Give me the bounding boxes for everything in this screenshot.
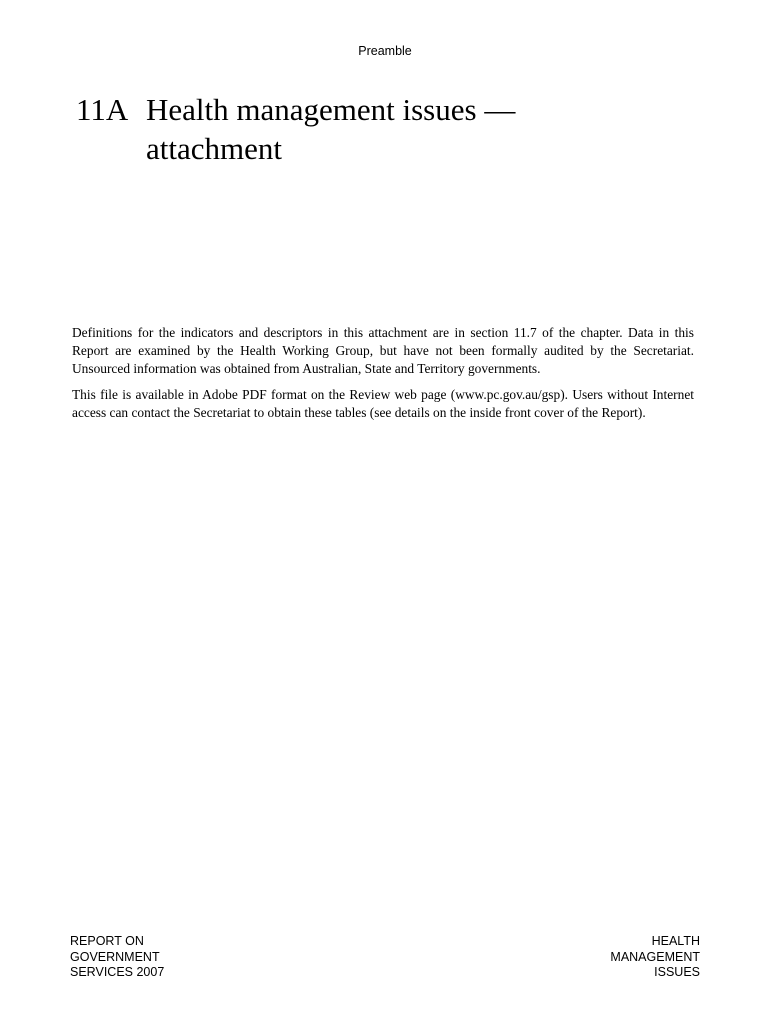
footer-report-title: REPORT ON GOVERNMENT SERVICES 2007	[70, 934, 165, 979]
chapter-number: 11A	[76, 92, 129, 127]
body-text	[72, 324, 694, 430]
paragraph-definitions: Definitions for the indicators and descriptors in this attachment are in section 11.7 of the chapter. Data in this Report are examined by the Health Working Group, but have not been formally audited by the Secretariat. Unsourced information was obtained from Australian, State and Territory governments.	[72, 325, 694, 376]
chapter-heading	[76, 90, 636, 168]
footer-chapter-name: HEALTH MANAGEMENT ISSUES	[610, 934, 700, 979]
chapter-title: Health management issues — attachment	[146, 92, 516, 166]
running-head: Preamble	[358, 44, 412, 58]
paragraph-availability: This file is available in Adobe PDF format on the Review web page (www.pc.gov.au/gsp). Users without Internet access can contact the Secretariat to obtain these tables (see details on the inside front cover of the Report).	[72, 387, 694, 420]
